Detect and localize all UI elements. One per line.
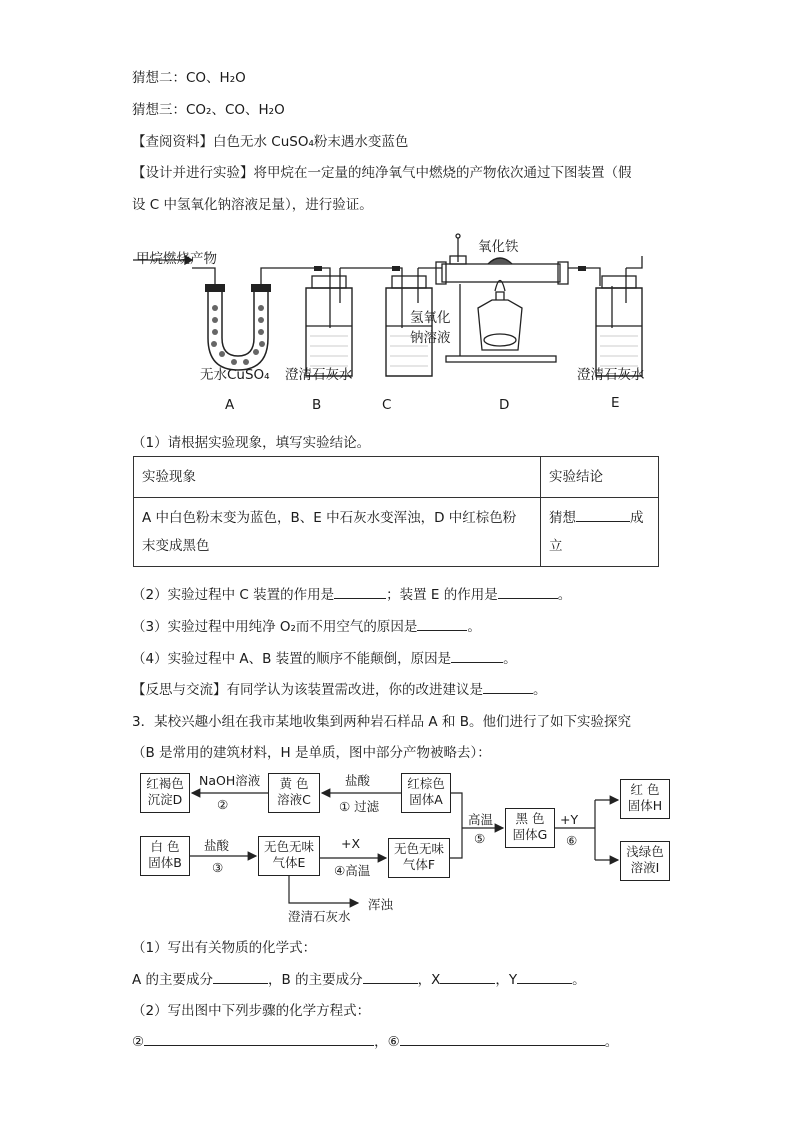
problem-3-text-1: 3．某校兴趣小组在我市某地收集到两种岩石样品 A 和 B。他们进行了如下实验探究 [132, 714, 631, 730]
table-header-observation: 实验现象 [134, 457, 541, 498]
reference-info: 【查阅资料】白色无水 CuSO₄粉末遇水变蓝色 [132, 134, 409, 150]
conclusion-suffix-2: 立 [549, 538, 563, 554]
box-i: 浅绿色 溶液I [620, 841, 670, 881]
question-3: （3）实验过程中用纯净 O₂而不用空气的原因是 。 [132, 615, 481, 635]
box-h: 红 色 固体H [620, 779, 670, 819]
label-high-temp: 高温 [468, 812, 494, 827]
label-naoh: NaOH溶液 [199, 773, 261, 788]
reflection: 【反思与交流】有同学认为该装置需改进，你的改进建议是 。 [132, 678, 547, 698]
label-step-3: ③ [212, 860, 224, 875]
question-3-2: （2）写出图中下列步骤的化学方程式： [132, 1003, 371, 1019]
label-hcl-2: 盐酸 [204, 838, 230, 853]
blank-x[interactable] [440, 969, 495, 984]
design-text-2: 设 C 中氢氧化钠溶液足量），进行验证。 [132, 197, 373, 213]
reagent-c-label-1: 氢氧化 [410, 310, 451, 326]
blank-a[interactable] [213, 969, 268, 984]
design-text-1: 【设计并进行实验】将甲烷在一定量的纯净氧气中燃烧的产物依次通过下图装置（假 [132, 165, 632, 181]
label-hcl-1: 盐酸 [345, 773, 371, 788]
apparatus-letter-e: E [611, 395, 620, 411]
observation-line-2: 末变成黑色 [142, 538, 210, 554]
reagent-c-label-2: 钠溶液 [410, 330, 451, 346]
observation-line-1: A 中白色粉末变为蓝色，B、E 中石灰水变浑浊，D 中红棕色粉 [142, 510, 517, 526]
box-e: 无色无味 气体E [258, 836, 320, 876]
label-step-6: ⑥ [566, 833, 578, 848]
conclusion-suffix-1: 成 [630, 510, 644, 526]
apparatus-letter-b: B [312, 397, 322, 413]
equation-blank-6[interactable] [400, 1031, 605, 1046]
label-plus-x: +X [341, 836, 361, 851]
hypothesis-3: 猜想三：CO₂、CO、H₂O [132, 102, 285, 118]
box-f: 无色无味 气体F [388, 838, 450, 878]
apparatus-letter-d: D [499, 397, 510, 413]
apparatus-letter-a: A [225, 397, 235, 413]
blank-b[interactable] [363, 969, 418, 984]
box-a: 红棕色 固体A [401, 773, 451, 813]
box-b: 白 色 固体B [140, 836, 190, 876]
question-1: （1）请根据实验现象，填写实验结论。 [132, 435, 371, 451]
hypothesis-2: 猜想二：CO、H₂O [132, 70, 246, 86]
label-limewater: 澄清石灰水 [288, 909, 351, 924]
box-d: 红褐色 沉淀D [140, 773, 190, 813]
question-4: （4）实验过程中 A、B 装置的顺序不能颠倒，原因是 。 [132, 647, 517, 667]
label-turbid: 浑浊 [368, 897, 394, 912]
conclusion-prefix: 猜想 [549, 510, 576, 526]
question-2: （2）实验过程中 C 装置的作用是 ；装置 E 的作用是 。 [132, 583, 571, 603]
reagent-e-label: 澄清石灰水 [577, 367, 645, 383]
label-step-4: ④高温 [334, 863, 371, 878]
equations-line: ② ，⑥ 。 [132, 1030, 618, 1050]
table-header-conclusion: 实验结论 [541, 457, 659, 498]
product-label: 甲烷燃烧产物 [136, 251, 217, 267]
box-g: 黑 色 固体G [505, 808, 555, 848]
question-3-1-answers: A 的主要成分 ，B 的主要成分 ，X ，Y 。 [132, 968, 586, 988]
label-step-1: ① 过滤 [339, 799, 380, 814]
reagent-d-label: 氧化铁 [478, 239, 519, 255]
equation-blank-2[interactable] [144, 1031, 374, 1046]
box-c: 黄 色 溶液C [268, 773, 320, 813]
blank-y[interactable] [517, 969, 572, 984]
apparatus-letter-c: C [382, 397, 392, 413]
problem-3-text-2: （B 是常用的建筑材料，H 是单质，图中部分产物被略去）： [132, 745, 491, 761]
reagent-b-label: 澄清石灰水 [285, 367, 353, 383]
question-3-1: （1）写出有关物质的化学式： [132, 940, 317, 956]
label-step-2: ② [217, 797, 229, 812]
label-step-5: ⑤ [474, 831, 486, 846]
reagent-a-label: 无水CuSO₄ [200, 367, 270, 383]
label-plus-y: +Y [560, 812, 579, 827]
